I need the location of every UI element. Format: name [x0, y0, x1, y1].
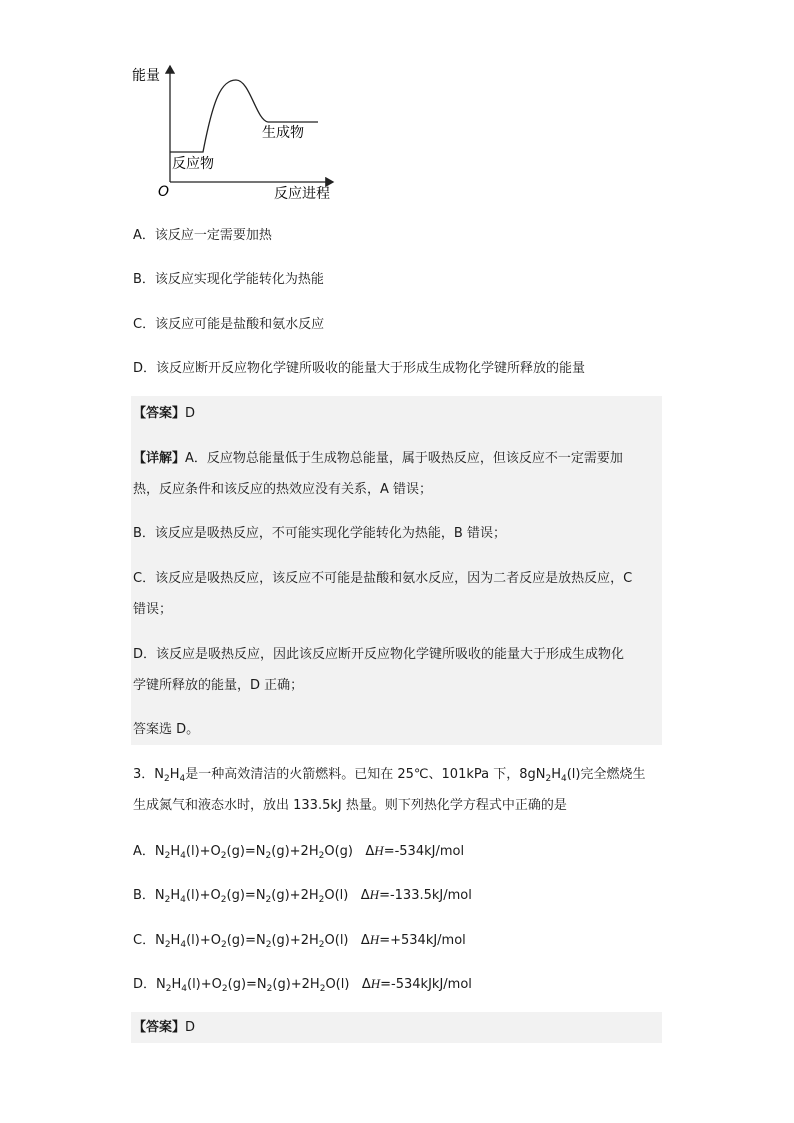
- detail-line-6: D．该反应是吸热反应，因此该反应断开反应物化学键所吸收的能量大于形成生成物化: [133, 647, 625, 662]
- reactant-label: 反应物: [172, 156, 214, 172]
- detail-line-5: 错误；: [133, 602, 173, 617]
- answer-line: [133, 404, 195, 424]
- detail-line-8: 答案选 D。: [133, 722, 200, 737]
- q3-answer-line: [133, 1018, 195, 1038]
- energy-curve: [170, 80, 318, 152]
- x-axis-label: 反应进程: [274, 186, 330, 202]
- detail-line-2: 热，反应条件和该反应的热效应没有关系，A 错误；: [133, 482, 433, 497]
- detail-tag: 【详解】: [133, 451, 186, 466]
- origin-label: O: [158, 184, 170, 200]
- energy-diagram: [128, 60, 348, 205]
- q3-answer-tag: 【答案】: [133, 1020, 186, 1035]
- option-c: C．该反应可能是盐酸和氨水反应: [133, 317, 325, 332]
- answer-value: D: [185, 406, 196, 421]
- detail-line-1: 【详解】A．反应物总能量低于生成物总能量，属于吸热反应，但该反应不一定需要加: [133, 451, 623, 466]
- q3-stem-line-2: 生成氮气和液态水时，放出 133.5kJ 热量。则下列热化学方程式中正确的是: [133, 798, 567, 813]
- q3-stem-line-1: 3．$N_2H_4$是一种高效清洁的火箭燃料。已知在 25℃、101kPa 下，$8gN_2H_4(l)$完全燃烧生: [133, 767, 646, 784]
- detail-line-7: 学键所释放的能量，D 正确；: [133, 678, 304, 693]
- q3-option-c: C．$N_2H_4(l)+O_2(g)=N_2(g)+2H_2O(l)$ ΔH=+534kJ/mol: [133, 932, 466, 950]
- q3-option-d: D．$N_2H_4(l)+O_2(g)=N_2(g)+2H_2O(l)$ ΔH=-534kJkJ/mol: [133, 976, 472, 994]
- detail-line-4: C．该反应是吸热反应，该反应不可能是盐酸和氨水反应，因为二者反应是放热反应，C: [133, 571, 633, 586]
- option-d: D．该反应断开反应物化学键所吸收的能量大于形成生成物化学键所释放的能量: [133, 361, 586, 376]
- q3-option-b: B．$N_2H_4(l)+O_2(g)=N_2(g)+2H_2O(l)$ ΔH=-133.5kJ/mol: [133, 887, 472, 905]
- q3-answer-value: D: [185, 1020, 196, 1035]
- q3-answer-block: [131, 1012, 662, 1043]
- detail-line-3: B．该反应是吸热反应，不可能实现化学能转化为热能，B 错误；: [133, 526, 506, 541]
- answer-tag: 【答案】: [133, 406, 186, 421]
- option-b: B．该反应实现化学能转化为热能: [133, 272, 324, 287]
- product-label: 生成物: [262, 125, 304, 141]
- y-axis-label: 能量: [132, 68, 160, 84]
- q3-option-a: A．$N_2H_4(l)+O_2(g)=N_2(g)+2H_2O(g)$ ΔH=-534kJ/mol: [133, 843, 465, 861]
- option-a: A．该反应一定需要加热: [133, 228, 272, 243]
